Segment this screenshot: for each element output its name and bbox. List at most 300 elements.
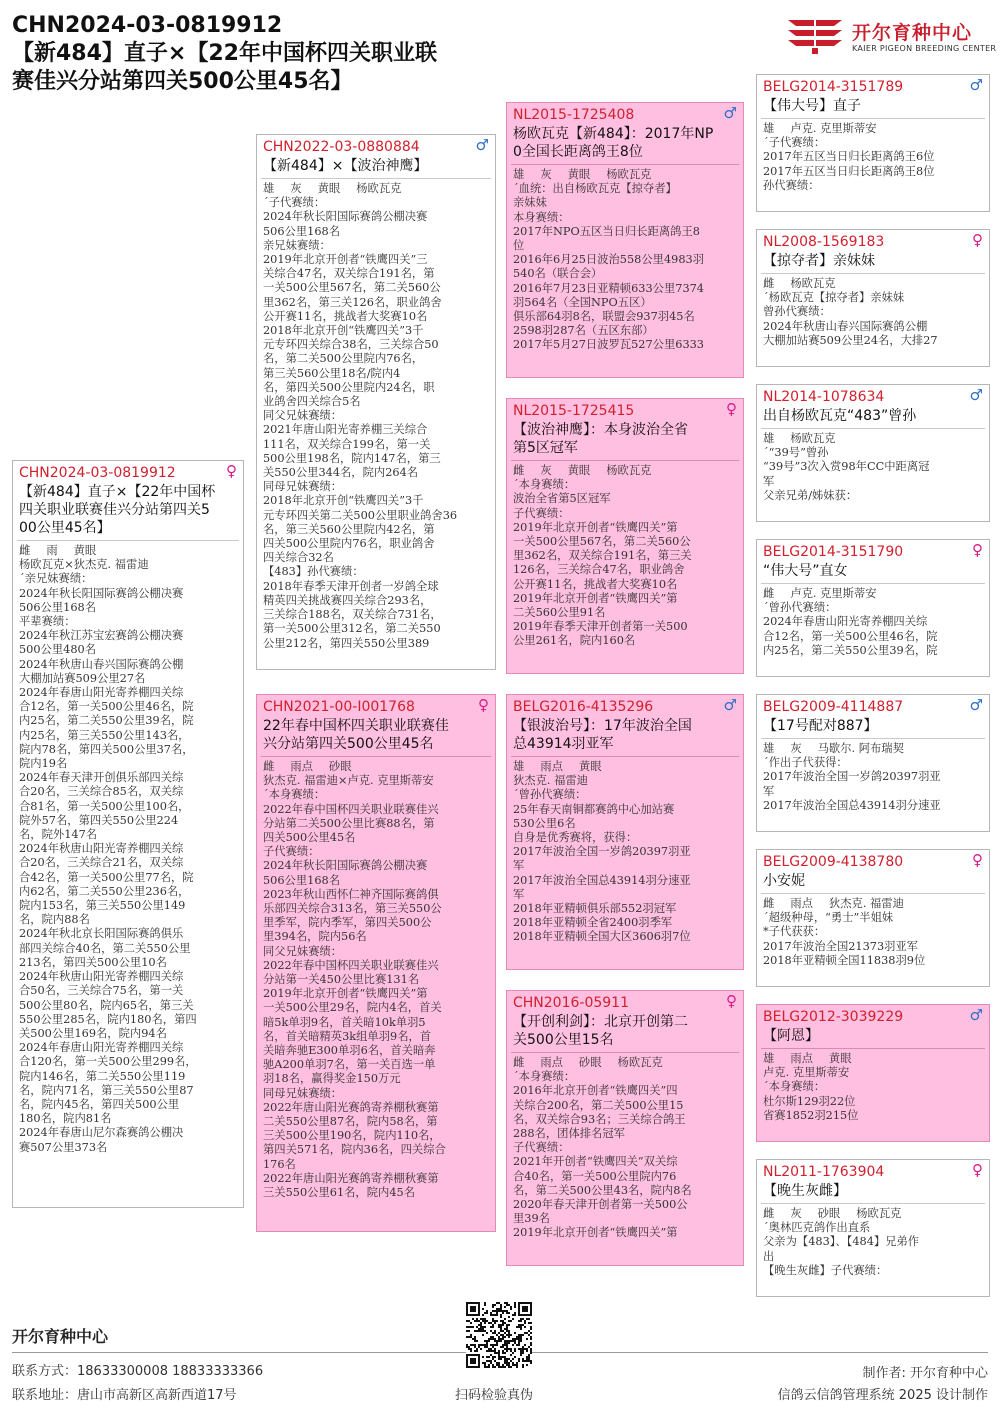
pigeon-name	[13, 482, 243, 540]
card-header	[507, 991, 743, 1012]
record-line: ´曾孙代赛绩：	[513, 788, 587, 802]
record-line: 2018年亚精顿俱乐部552羽冠军	[513, 902, 677, 916]
record-line: ´超级种母，“勇士”半姐妹	[763, 911, 894, 925]
record-line: 2024年秋唐山春兴国际赛鸽公棚	[763, 319, 928, 333]
kaier-logo	[786, 16, 997, 58]
pigeon-name	[757, 871, 989, 893]
scan-verify-label: 扫码检验真伪	[455, 1388, 534, 1403]
record-line: 2017年NPO五区当日归长距离鸽王8	[513, 224, 700, 238]
male-icon: ♂	[969, 76, 983, 94]
record-line: 名，第二关500公里43名，院内8名	[513, 1183, 692, 1197]
card-header	[13, 461, 243, 482]
record-line: 狄杰克. 福雷迪	[513, 774, 588, 788]
pigeon-attribute: 雄	[513, 760, 525, 773]
female-icon: ♀	[972, 231, 983, 249]
record-line: 2022年唐山阳光赛鸽寄养棚秋赛第	[263, 1100, 439, 1114]
pigeon-attribute: 雨点	[540, 760, 563, 773]
record-line: 名，首关暗精英3k组单羽9名，首	[263, 1029, 432, 1043]
record-line: 元专环四关综合38名，三关综合50	[263, 338, 439, 352]
pigeon-name-line: 四关职业联赛佳兴分站第四关5	[19, 502, 210, 518]
footer-system: 信鸽云信鸽管理系统 2025 设计制作	[777, 1388, 988, 1403]
record-line: 杜尔斯129羽22位	[763, 1094, 856, 1108]
female-icon: ♀	[726, 400, 737, 418]
record-line: 名，第三关560公里院内42名，第	[263, 522, 435, 536]
pigeon-attribute: 灰	[540, 464, 552, 477]
record-line: 500公里198名，院内147名，第三	[263, 451, 441, 465]
pigeon-attributes	[763, 1207, 983, 1221]
pedigree-card-dam	[256, 694, 496, 1232]
record-line: 杨欧瓦克×狄杰克. 福雷迪	[19, 558, 149, 572]
record-line: 院内78名，第四关500公里37名，	[19, 742, 194, 756]
record-line: 【483】孙代赛绩：	[263, 565, 364, 579]
pigeon-attribute: 雌	[513, 1056, 525, 1069]
ring-number: BELG2014-3151789	[763, 79, 904, 95]
record-line: ´作出子代获得：	[763, 756, 848, 770]
record-line: “39号”3次入赏98年CC中距离冠	[763, 460, 930, 474]
record-line: 2024年秋长阳国际赛鸽公棚决赛	[263, 859, 428, 873]
pigeon-attribute: 黄眼	[578, 760, 602, 773]
record-line: 506公里168名	[263, 873, 341, 887]
card-header	[757, 1005, 989, 1026]
record-line: 军	[763, 784, 775, 798]
record-line: 院内153名，第三关550公里149	[19, 899, 186, 913]
record-line: 一关500公里29名，院内4名，首关	[263, 1001, 442, 1015]
pigeon-attribute: 杨欧瓦克	[356, 182, 402, 195]
record-line: 院内146名，第二关550公里119	[19, 1069, 186, 1083]
pigeon-name-line: 出自杨欧瓦克“483”曾孙	[763, 408, 917, 424]
record-line: ´本身赛绩：	[513, 478, 576, 492]
pedigree-card-ds	[506, 694, 744, 970]
pigeon-info	[757, 894, 989, 971]
pigeon-name-line: 【晚生灰雌】	[763, 1183, 847, 1199]
record-line: 2017年波治全国一岁鸽20397羽亚	[763, 770, 941, 784]
pedigree-card-sd	[506, 398, 744, 674]
pedigree-card-dss	[756, 694, 990, 832]
pigeon-attribute: 灰	[790, 1207, 802, 1220]
pigeon-name-line: 【新484】×【波治神鹰】	[263, 158, 428, 174]
pigeon-attribute: 杨欧瓦克	[617, 1056, 663, 1069]
record-line: 狄杰克. 福雷迪×卢克. 克里斯蒂安	[263, 774, 434, 788]
pigeon-info	[757, 274, 989, 351]
record-line: 里39名	[513, 1212, 550, 1226]
record-line: ´亲兄妹赛绩：	[19, 572, 93, 586]
record-line: 省赛1852羽215位	[763, 1108, 859, 1122]
record-line: 2022年唐山阳光赛鸽寄养棚秋赛第	[263, 1171, 439, 1185]
male-icon: ♂	[969, 386, 983, 404]
pigeon-attribute: 雌	[763, 897, 775, 910]
pigeon-name-line: 兴分站第四关500公里45名	[263, 736, 434, 752]
card-header	[257, 695, 495, 716]
pigeon-attributes	[513, 760, 737, 774]
record-line: ´子代赛绩：	[763, 136, 826, 150]
record-line: 2017年五区当日归长距离鸽王8位	[763, 164, 935, 178]
pigeon-attribute: 灰	[790, 742, 802, 755]
record-line: 关综合47名，双关综合191名，第	[263, 267, 435, 281]
record-line: 2024年秋长阳国际赛鸽公棚决赛	[19, 586, 184, 600]
footer-maker: 制作者: 开尔育种中心	[862, 1366, 988, 1381]
pigeon-info	[757, 739, 989, 816]
record-line: 2024年春天津开创俱乐部四关综	[19, 771, 184, 785]
card-header	[757, 1160, 989, 1181]
footer-brand: 开尔育种中心	[12, 1327, 109, 1346]
record-line: 关综合200名，第二关500公里15	[513, 1098, 684, 1112]
record-line: 同父兄妹赛绩：	[263, 944, 343, 958]
footer-phone: 联系方式：18633300008 18833333366	[12, 1364, 264, 1379]
card-header	[757, 850, 989, 871]
record-line: 2021年开创者“铁鹰四关”双关综	[513, 1155, 678, 1169]
qr-code-icon[interactable]	[466, 1302, 532, 1368]
pigeon-info	[507, 165, 743, 356]
pigeon-attribute: 雄	[763, 122, 775, 135]
pigeon-info	[507, 757, 743, 948]
record-line: 元专环四关第二关500公里职业鸽舍36	[263, 508, 458, 522]
record-line: ´奥林匹克鸽作出直系	[763, 1221, 871, 1235]
record-line: 亲兄妹赛绩：	[263, 238, 331, 252]
record-line: 一关500公里567名，第二关560公	[263, 281, 441, 295]
record-line: 合20名，三关综合85名，双关综	[19, 785, 184, 799]
female-icon: ♀	[972, 851, 983, 869]
pigeon-info	[257, 757, 495, 1203]
record-line: ´本身赛绩：	[513, 1070, 576, 1084]
record-line: 子代赛绩：	[263, 845, 320, 859]
record-line: 业鸽舍四关综合5名	[263, 395, 361, 409]
pigeon-name-line: 总43914羽亚军	[513, 736, 614, 752]
card-header	[507, 695, 743, 716]
record-line: 第三关560公里18名/院内4	[263, 366, 401, 380]
record-line: 名，双关综合93名；三关综合鸽王	[513, 1112, 686, 1126]
record-line: 本身赛绩：	[513, 210, 570, 224]
record-line: 精英四关挑战赛四关综合293名，	[263, 593, 432, 607]
record-line: ´本身赛绩：	[763, 1080, 826, 1094]
pigeon-attribute: 杨欧瓦克	[790, 432, 836, 445]
record-line: 波治全省第5区冠军	[513, 492, 611, 506]
record-line: 540名（联合会）	[513, 267, 603, 281]
pigeon-name-line: 小安妮	[763, 873, 805, 889]
record-line: 25年春天南铜都赛鸽中心加站赛	[513, 802, 675, 816]
record-line: 第四关571名，院内36名，四关综合	[263, 1143, 446, 1157]
footer-address: 联系地址：唐山市高新区高新西道17号	[12, 1388, 237, 1403]
card-header	[757, 230, 989, 251]
record-line: 2024年春唐山阳光寄养棚四关综	[19, 1041, 184, 1055]
pigeon-name	[757, 1181, 989, 1203]
record-line: 关550公里344名，院内264名	[263, 466, 419, 480]
record-line: 176名	[263, 1157, 296, 1171]
record-line: 合81名，第一关500公里100名，	[19, 799, 190, 813]
logo-name: 开尔育种中心	[852, 22, 973, 44]
record-line: 名，院内88名	[19, 913, 90, 927]
record-line: 2019年北京开创者“铁鹰四关”第	[513, 591, 678, 605]
record-line: 合12名，第一关500公里46名，院	[763, 629, 938, 643]
pedigree-card-ssd	[756, 229, 990, 367]
record-line: ´血统：出自杨欧瓦克【掠夺者】	[513, 182, 677, 196]
pigeon-info	[757, 1204, 989, 1281]
record-line: 合50名，三关综合75名，第一关	[19, 984, 184, 998]
record-line: 同母兄妹赛绩：	[263, 1086, 343, 1100]
pedigree-card-dsd	[756, 849, 990, 987]
record-line: 2017年5月27日波罗瓦527公里6333	[513, 338, 704, 352]
pigeon-attributes	[763, 742, 983, 756]
record-line: 2016年7月23日亚精顿633公里7374	[513, 281, 704, 295]
record-line: 亲妹妹	[513, 196, 547, 210]
pigeon-info	[757, 429, 989, 506]
pigeon-attributes	[513, 168, 737, 182]
pigeon-name	[507, 124, 743, 164]
record-line: 530公里6名	[513, 816, 576, 830]
record-line: 2016年北京开创者“铁鹰四关”四	[513, 1084, 678, 1098]
record-line: 2018年春季天津开创者一岁鸽全球	[263, 579, 439, 593]
pigeon-attributes	[513, 1056, 737, 1070]
record-line: 500公里480名	[19, 643, 97, 657]
female-icon: ♀	[726, 992, 737, 1010]
pigeon-name	[757, 251, 989, 273]
pigeon-name	[507, 716, 743, 756]
record-line: 2024年秋唐山阳光寄养棚四关综	[19, 842, 184, 856]
pigeon-attributes	[513, 464, 737, 478]
ring-number: BELG2012-3039229	[763, 1009, 904, 1025]
male-icon: ♂	[723, 104, 737, 122]
record-line: 三关综合188名，双关综合731名，	[263, 608, 442, 622]
ring-number: NL2008-1569183	[763, 234, 885, 250]
ring-number: NL2014-1078634	[763, 389, 885, 405]
pedigree-card-ss	[506, 102, 744, 378]
pigeon-attribute: 黄眼	[567, 464, 591, 477]
record-line: 一关500公里567名，第二关560公	[513, 535, 691, 549]
card-header	[757, 75, 989, 96]
record-line: 羽18名，赢得奖金150万元	[263, 1072, 401, 1086]
ring-number: CHN2024-03-0819912	[19, 465, 176, 481]
card-header	[757, 385, 989, 406]
pedigree-card-ddd	[756, 1159, 990, 1297]
record-line: 111名，双关综合199名，第一关	[263, 437, 431, 451]
pigeon-name	[507, 1012, 743, 1052]
pigeon-attribute: 雨点	[540, 1056, 563, 1069]
ring-number: BELG2016-4135296	[513, 699, 654, 715]
record-line: 内25名，第二关550公里39名，院	[19, 714, 194, 728]
pigeon-attribute: 雨点	[290, 760, 313, 773]
record-line: 同父兄妹赛绩：	[263, 409, 343, 423]
male-icon: ♂	[475, 136, 489, 154]
record-line: 2019年北京开创者“铁鹰四关”第	[263, 987, 428, 1001]
record-line: 子代赛绩：	[513, 1141, 570, 1155]
pigeon-info	[757, 1049, 989, 1126]
pigeon-name-line: 杨欧瓦克【新484】：2017年NP	[513, 126, 714, 142]
pigeon-attribute: 雄	[513, 168, 525, 181]
title-line-3: 赛佳兴分站第四关500公里45名】	[12, 69, 353, 94]
record-line: 180名，院内81名	[19, 1112, 112, 1126]
record-line: 506公里168名	[263, 224, 341, 238]
record-line: 2598羽287名（五区东部）	[513, 324, 654, 338]
pigeon-attribute: 黄眼	[567, 168, 591, 181]
record-line: 公里212名，第四关550公里389	[263, 636, 430, 650]
pigeon-attributes	[263, 182, 489, 196]
record-line: 合42名，第一关500公里77名，院	[19, 870, 194, 884]
title-line-2: 【新484】直子×【22年中国杯四关职业联	[12, 41, 437, 66]
record-line: 2017年波治全国21373羽亚军	[763, 939, 919, 953]
female-icon: ♀	[972, 1161, 983, 1179]
pigeon-attribute: 黄眼	[317, 182, 341, 195]
record-line: 三关500公里190名，院内110名，	[263, 1129, 441, 1143]
pigeon-attribute: 杨欧瓦克	[606, 464, 652, 477]
pigeon-name-line: 【阿恩】	[763, 1028, 819, 1044]
card-header	[257, 135, 495, 156]
record-line: 2019年北京开创者“铁鹰四关”第	[513, 1226, 678, 1240]
pigeon-attributes	[763, 122, 983, 136]
record-line: 自身是优秀赛将，获得：	[513, 831, 638, 845]
ring-number: BELG2014-3151790	[763, 544, 904, 560]
record-line: 550公里285名，院内180名，第四	[19, 1012, 197, 1026]
record-line: 军	[513, 859, 525, 873]
record-line: 2018年北京开创“铁鹰四关”3千	[263, 324, 424, 338]
pigeon-name-line: 【伟大号】直子	[763, 98, 861, 114]
record-line: 2018年亚精顿全国大区3606羽7位	[513, 930, 691, 944]
pigeon-info	[757, 119, 989, 196]
record-line: 2024年秋唐山春兴国际赛鸽公棚	[19, 657, 184, 671]
record-line: 公开赛11名，挑战者大奖赛10名	[513, 577, 678, 591]
record-line: 分站第二关500公里比赛88名，第	[263, 816, 435, 830]
record-line: 2018年北京开创“铁鹰四关”3千	[263, 494, 424, 508]
pigeon-attribute: 马歇尔. 阿布瑞契	[817, 742, 904, 755]
record-line: ´杨欧瓦克【掠夺者】亲妹妹	[763, 291, 905, 305]
record-line: 2019年北京开创者“铁鹰四关”三	[263, 253, 428, 267]
record-line: 内62名，第二关550公里236名，	[19, 884, 190, 898]
record-line: 2017年波治全国一岁鸽20397羽亚	[513, 845, 691, 859]
pigeon-attribute: 雨点	[790, 897, 813, 910]
record-line: 名，第二关500公里院内76名，	[263, 352, 424, 366]
record-line: 乐部四关综合313名，第三关550公	[263, 902, 442, 916]
record-line: 父亲兄弟/姊妹获：	[763, 488, 858, 502]
male-icon: ♂	[969, 1006, 983, 1024]
pigeon-name-line: 00公里45名】	[19, 520, 111, 536]
card-header	[507, 399, 743, 420]
record-line: 合12名，第一关500公里46名，院	[19, 700, 194, 714]
record-line: 288名，团体排名冠军	[513, 1127, 625, 1141]
record-line: 2017年五区当日归长距离鸽王6位	[763, 150, 935, 164]
pigeon-name-line: 关500公里15名	[513, 1032, 614, 1048]
record-line: 大棚加站赛509公里24名，大排27	[763, 333, 938, 347]
pigeon-attribute: 雄	[763, 432, 775, 445]
record-line: 分站第一关450公里比赛131名	[263, 973, 420, 987]
record-line: 院内19名	[19, 757, 68, 771]
record-line: 名，院内45名，第四关500公里	[19, 1097, 180, 1111]
record-line: 四关500公里院内76名，职业鸽舍	[263, 537, 435, 551]
record-line: 四关综合32名	[263, 551, 334, 565]
pigeon-info	[507, 1053, 743, 1244]
pigeon-name-line: 【17号配对887】	[763, 718, 878, 734]
ring-number: NL2011-1763904	[763, 1164, 885, 1180]
record-line: 四关500公里45名	[263, 831, 356, 845]
pigeon-attribute: 杨欧瓦克	[856, 1207, 902, 1220]
record-line: 里362名，双关综合191名，第三关	[513, 549, 692, 563]
pedigree-title	[12, 12, 572, 96]
card-header	[757, 695, 989, 716]
record-line: 军	[513, 887, 525, 901]
ring-number: NL2015-1725408	[513, 107, 635, 123]
pigeon-attribute: 杨欧瓦克	[790, 277, 836, 290]
record-line: 同母兄妹赛绩：	[263, 480, 343, 494]
ring-number: NL2015-1725415	[513, 403, 635, 419]
record-line: 2018年亚精顿全省2400羽季军	[513, 916, 673, 930]
record-line: 里362名，第三关126名，职业鸽舍	[263, 295, 442, 309]
record-line: 院外57名，第四关550公里224	[19, 813, 179, 827]
record-line: 2024年春唐山尼尔森赛鸽公棚决	[19, 1126, 184, 1140]
pigeon-attribute: 灰	[540, 168, 552, 181]
pigeon-attributes	[763, 1052, 983, 1066]
pigeon-attribute: 黄眼	[73, 544, 97, 557]
male-icon: ♂	[723, 696, 737, 714]
ring-number: CHN2022-03-0880884	[263, 139, 420, 155]
record-line: 2017年波治全国总43914羽分速亚	[763, 798, 941, 812]
record-line: 合20名，三关综合21名，双关综	[19, 856, 184, 870]
pigeon-name-line: 【银波治号】：17年波治全国	[513, 718, 692, 734]
pigeon-name-line: 【开创利剑】：北京开创第二	[513, 1014, 688, 1030]
record-line: 第一关500公里312名，第二关550	[263, 622, 441, 636]
pedigree-card-sdd	[756, 539, 990, 677]
logo-english: KAIER PIGEON BREEDING CENTER	[852, 44, 997, 53]
record-line: 大棚加站赛509公里27名	[19, 671, 146, 685]
record-line: 2022年春中国杯四关职业联赛佳兴	[263, 802, 439, 816]
record-line: 2021年唐山阳光寄养棚三关综合	[263, 423, 428, 437]
pigeon-attribute: 雌	[763, 1207, 775, 1220]
record-line: 2016年6月25日波治558公里4983羽	[513, 253, 704, 267]
record-line: 126名，三关综合47名，职业鸽舍	[513, 563, 685, 577]
pigeon-attribute: 砂眼	[578, 1056, 602, 1069]
pigeon-name-line: “伟大号”直女	[763, 563, 848, 579]
pedigree-card-dds	[756, 1004, 990, 1142]
record-line: 名，院外147名	[19, 828, 98, 842]
record-line: 关500公里169名，院内94名	[19, 1026, 167, 1040]
record-line: 2017年波治全国总43914羽分速亚	[513, 873, 691, 887]
record-line: 公开赛11名，挑战者大奖赛10名	[263, 309, 428, 323]
record-line: 2024年秋长阳国际赛鸽公棚决赛	[263, 210, 428, 224]
record-line: 二关560公里91名	[513, 606, 606, 620]
pigeon-name	[757, 716, 989, 738]
record-line: 子代赛绩：	[513, 506, 570, 520]
record-line: 暗5k单羽9名，首关暗10k单羽5	[263, 1015, 426, 1029]
record-line: 合120名，第一关500公里299名，	[19, 1055, 197, 1069]
pigeon-name-line: 0全国长距离鸽王8位	[513, 144, 643, 160]
pigeon-attributes	[763, 432, 983, 446]
ring-number: BELG2009-4138780	[763, 854, 904, 870]
record-line: 公里261名，院内160名	[513, 634, 636, 648]
record-line: 军	[763, 474, 775, 488]
pedigree-card-sds	[756, 384, 990, 522]
record-line: 2024年秋唐山阳光寄养棚四关综	[19, 970, 184, 984]
record-line: 驰A200单羽7名，第一关百选一单	[263, 1058, 436, 1072]
record-line: 羽564名（全国NPO五区）	[513, 295, 652, 309]
record-line: 孙代赛绩：	[763, 178, 820, 192]
record-line: 平辈赛绩：	[19, 615, 76, 629]
pigeon-attributes	[263, 760, 489, 774]
pigeon-name	[257, 716, 495, 756]
pigeon-attribute: 灰	[290, 182, 302, 195]
pigeon-info	[257, 179, 495, 654]
pigeon-attribute: 雌	[763, 587, 775, 600]
pedigree-card-subject	[12, 460, 244, 1208]
pigeon-attribute: 砂眼	[817, 1207, 841, 1220]
title-ring: CHN2024-03-0819912	[12, 13, 283, 38]
pigeon-attribute: 雌	[19, 544, 31, 557]
pigeon-attributes	[763, 897, 983, 911]
record-line: 506公里168名	[19, 600, 97, 614]
record-line: ´子代赛绩：	[263, 196, 326, 210]
pigeon-name-line: 第5区冠军	[513, 440, 578, 456]
record-line: 内25名，第二关550公里39名，院	[763, 643, 938, 657]
pigeon-attribute: 雌	[263, 760, 275, 773]
pigeon-name	[757, 406, 989, 428]
record-line: 赛507公里373名	[19, 1140, 108, 1154]
record-line: 2019年春季天津开创者第一关500	[513, 620, 688, 634]
pigeon-name	[507, 420, 743, 460]
